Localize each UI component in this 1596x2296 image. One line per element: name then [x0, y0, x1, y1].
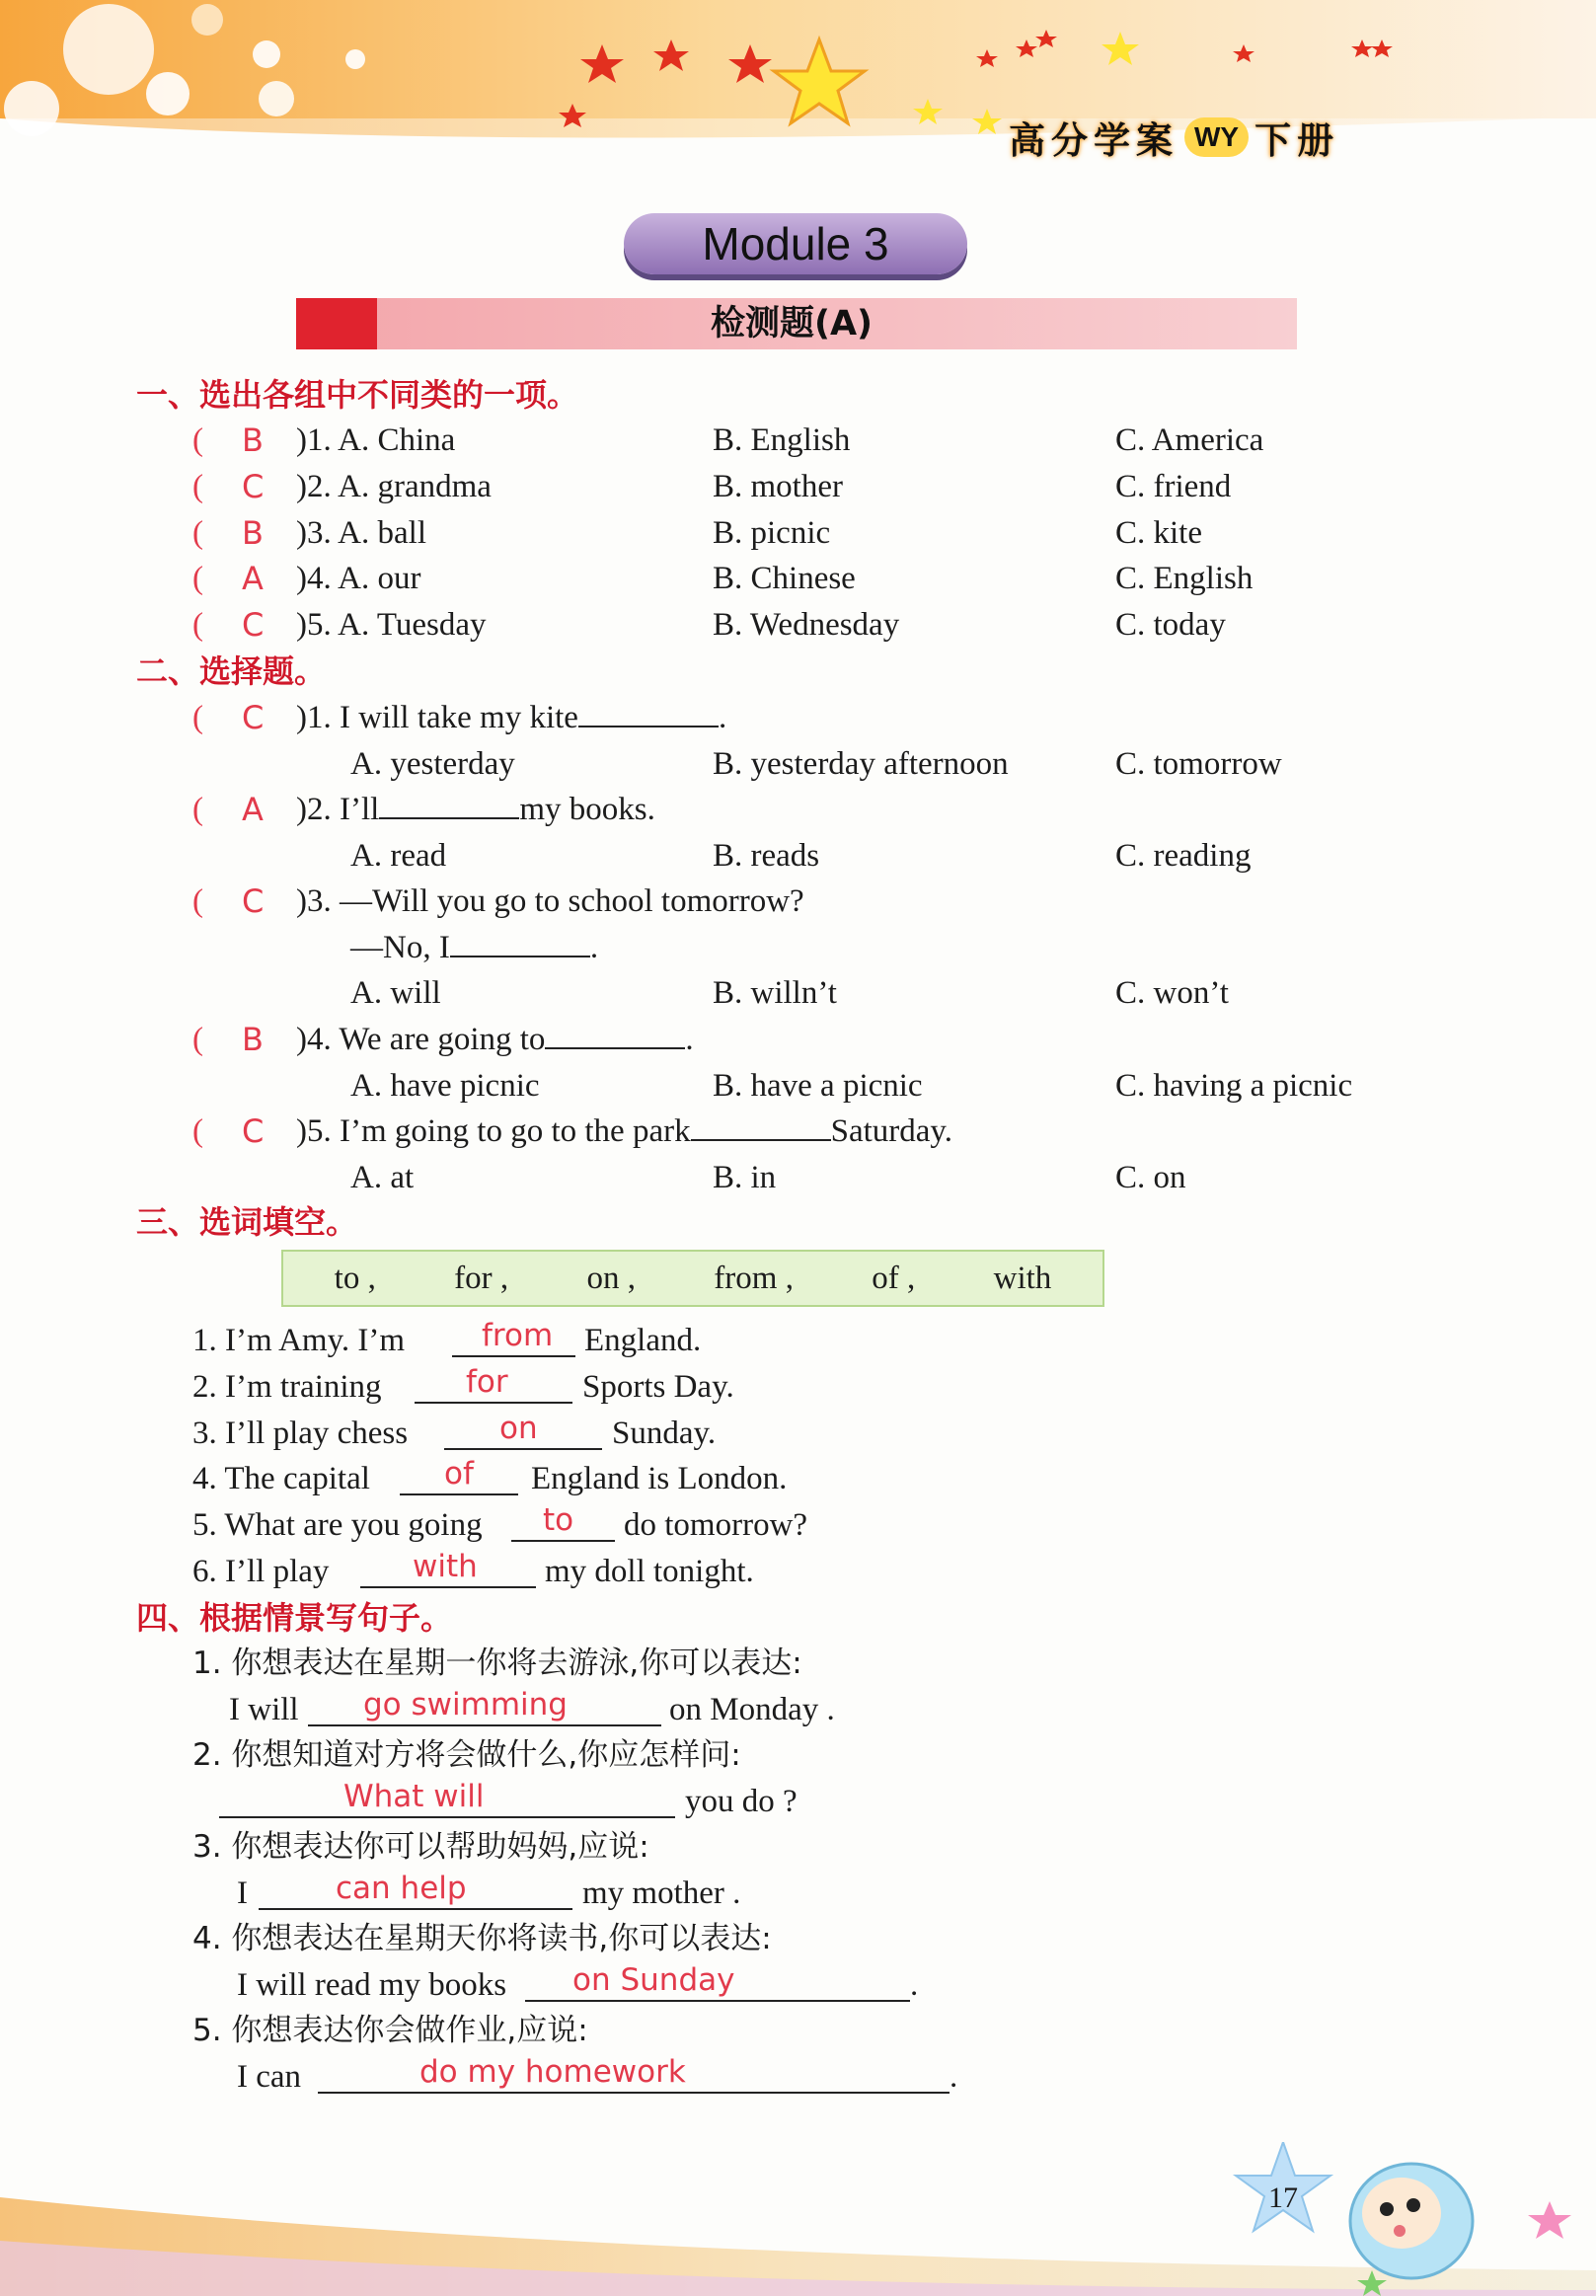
question-option-a: )3. A. ball	[296, 515, 426, 551]
section-1-heading: 一、选出各组中不同类的一项。	[136, 376, 579, 414]
section-4-heading: 四、根据情景写句子。	[136, 1599, 453, 1637]
answer-blank	[308, 1724, 661, 1726]
option-a: A. read	[350, 838, 447, 874]
stem-text: .	[685, 1022, 694, 1057]
sentence-start: I will read my books	[237, 1967, 507, 2003]
fill-sentence-start: 3. I’ll play chess	[192, 1416, 409, 1451]
option-c: C. having a picnic	[1115, 1068, 1353, 1104]
answer-paren: (	[192, 515, 203, 551]
fill-sentence-start: 4. The capital	[192, 1461, 370, 1496]
answer-letter: B	[242, 421, 264, 459]
series-title-text: 高分学案	[1009, 119, 1178, 162]
word-bank-item: for ,	[454, 1260, 509, 1296]
question-option-a: )5. A. Tuesday	[296, 607, 487, 643]
footer-decoration	[0, 2142, 1596, 2296]
question-stem: )3. —Will you go to school tomorrow?	[296, 883, 804, 919]
answer-paren: (	[192, 1022, 203, 1057]
sentence-end: you do ?	[685, 1784, 798, 1819]
answer-letter: A	[242, 791, 264, 828]
answer-letter: B	[242, 514, 264, 552]
option-b: B. willn’t	[713, 975, 837, 1011]
option-b: B. yesterday afternoon	[713, 746, 1009, 782]
answer-paren: (	[192, 883, 203, 919]
question-stem	[296, 794, 655, 826]
answer-blank	[525, 2000, 910, 2002]
answer-paren: (	[192, 422, 203, 458]
answer-blank	[444, 1448, 602, 1450]
header-decoration	[0, 0, 1596, 168]
fill-sentence-end: my doll tonight.	[545, 1554, 754, 1589]
handwritten-answer: from	[482, 1318, 554, 1353]
answer-letter: A	[242, 560, 264, 597]
option-c: C. friend	[1115, 469, 1232, 504]
sentence-start: I can	[237, 2059, 302, 2095]
stem-text: my books.	[519, 792, 655, 827]
scenario-prompt: 1. 你想表达在星期一你将去游泳,你可以表达:	[192, 1645, 802, 1681]
scenario-prompt: 3. 你想表达你可以帮助妈妈,应说:	[192, 1829, 649, 1865]
answer-blank	[578, 725, 719, 727]
sentence-end: .	[950, 2059, 958, 2095]
sentence-start: I will	[229, 1692, 299, 1727]
volume-text: 下册	[1254, 119, 1340, 162]
answer-blank	[400, 1493, 518, 1495]
answer-paren: (	[192, 700, 203, 735]
word-bank-item: from ,	[714, 1260, 794, 1296]
edition-badge: WY	[1184, 117, 1249, 157]
sentence-start: I	[237, 1875, 248, 1911]
option-b: B. Wednesday	[713, 607, 900, 643]
fill-sentence-start: 6. I’ll play	[192, 1554, 330, 1589]
stem-text: .	[718, 700, 727, 735]
stem-text: .	[589, 930, 599, 965]
word-bank-item: with	[993, 1260, 1052, 1296]
option-c: C. kite	[1115, 515, 1202, 551]
handwritten-answer: on	[499, 1411, 538, 1446]
option-b: B. reads	[713, 838, 820, 874]
stem-text: )1. I will take my kite	[296, 700, 578, 735]
question-stem	[296, 1024, 694, 1056]
question-option-a: )2. A. grandma	[296, 469, 492, 504]
handwritten-answer: of	[444, 1456, 474, 1492]
answer-paren: (	[192, 607, 203, 643]
option-b: B. picnic	[713, 515, 831, 551]
stem-text: )4. We are going to	[296, 1022, 546, 1057]
option-c: C. tomorrow	[1115, 746, 1282, 782]
option-c: C. English	[1115, 561, 1254, 596]
fill-sentence-start: 2. I’m training	[192, 1369, 382, 1405]
handwritten-answer: on Sunday	[572, 1962, 735, 1998]
answer-letter: C	[242, 606, 265, 644]
stem-text: —No, I	[350, 930, 450, 965]
option-c: C. today	[1115, 607, 1226, 643]
stem-text: Saturday.	[830, 1113, 953, 1149]
answer-blank	[452, 1355, 575, 1357]
scenario-prompt: 4. 你想表达在星期天你将读书,你可以表达:	[192, 1921, 772, 1956]
option-c: C. reading	[1115, 838, 1252, 874]
option-a: A. will	[350, 975, 441, 1011]
scenario-prompt: 2. 你想知道对方将会做什么,你应怎样问:	[192, 1737, 741, 1773]
stem-text: )5. I’m going to go to the park	[296, 1113, 691, 1149]
scenario-prompt: 5. 你想表达你会做作业,应说:	[192, 2013, 588, 2048]
option-b: B. mother	[713, 469, 843, 504]
answer-blank	[691, 1138, 831, 1141]
word-bank	[281, 1250, 1104, 1307]
word-bank-item: to ,	[334, 1260, 376, 1296]
option-c: C. America	[1115, 422, 1264, 458]
answer-letter: C	[242, 468, 265, 505]
question-option-a: )4. A. our	[296, 561, 421, 596]
header-title	[1009, 113, 1339, 162]
option-b: B. have a picnic	[713, 1068, 923, 1104]
answer-blank	[318, 2092, 950, 2094]
fill-sentence-end: England.	[584, 1323, 702, 1358]
handwritten-answer: do my homework	[419, 2054, 686, 2090]
answer-blank	[219, 1816, 675, 1818]
answer-paren: (	[192, 1113, 203, 1149]
answer-blank	[415, 1402, 572, 1404]
handwritten-answer: go swimming	[363, 1687, 568, 1722]
answer-blank	[259, 1908, 572, 1910]
sentence-end: .	[910, 1967, 919, 2003]
module-title: Module 3	[702, 218, 889, 269]
option-a: A. have picnic	[350, 1068, 540, 1104]
test-title-marker	[296, 298, 377, 349]
answer-letter: C	[242, 882, 265, 920]
fill-sentence-start: 5. What are you going	[192, 1507, 483, 1543]
fill-sentence-end: Sunday.	[612, 1416, 717, 1451]
answer-letter: C	[242, 699, 265, 736]
test-title: 检测题(A)	[710, 304, 874, 344]
option-b: B. English	[713, 422, 851, 458]
answer-blank	[379, 816, 519, 819]
answer-paren: (	[192, 469, 203, 504]
fill-sentence-start: 1. I’m Amy. I’m	[192, 1323, 406, 1358]
answer-blank	[511, 1540, 615, 1542]
section-3-heading: 三、选词填空。	[136, 1203, 358, 1241]
word-bank-item: on ,	[586, 1260, 636, 1296]
question-stem	[296, 702, 726, 734]
handwritten-answer: to	[543, 1502, 574, 1538]
option-a: A. yesterday	[350, 746, 515, 782]
sentence-end: on Monday .	[669, 1692, 835, 1727]
section-2-heading: 二、选择题。	[136, 652, 327, 690]
fill-sentence-end: England is London.	[531, 1461, 788, 1496]
handwritten-answer: for	[466, 1364, 508, 1400]
answer-blank	[360, 1586, 536, 1588]
word-bank-item: of ,	[872, 1260, 916, 1296]
option-c: C. won’t	[1115, 975, 1229, 1011]
answer-letter: B	[242, 1021, 264, 1058]
stem-text: )2. I’ll	[296, 792, 380, 827]
answer-paren: (	[192, 561, 203, 596]
question-option-a: )1. A. China	[296, 422, 456, 458]
page-number: 17	[1268, 2181, 1298, 2214]
sentence-end: my mother .	[582, 1875, 741, 1911]
option-a: A. at	[350, 1160, 415, 1195]
fill-sentence-end: Sports Day.	[582, 1369, 734, 1405]
option-c: C. on	[1115, 1160, 1186, 1195]
handwritten-answer: can help	[336, 1871, 467, 1906]
fill-sentence-end: do tomorrow?	[624, 1507, 808, 1543]
answer-blank	[450, 955, 590, 957]
question-stem	[296, 1115, 952, 1148]
option-b: B. in	[713, 1160, 777, 1195]
handwritten-answer: What will	[343, 1779, 485, 1814]
answer-letter: C	[242, 1112, 265, 1150]
option-b: B. Chinese	[713, 561, 856, 596]
answer-blank	[545, 1046, 685, 1049]
handwritten-answer: with	[413, 1549, 478, 1584]
question-stem-reply	[350, 932, 598, 964]
answer-paren: (	[192, 792, 203, 827]
